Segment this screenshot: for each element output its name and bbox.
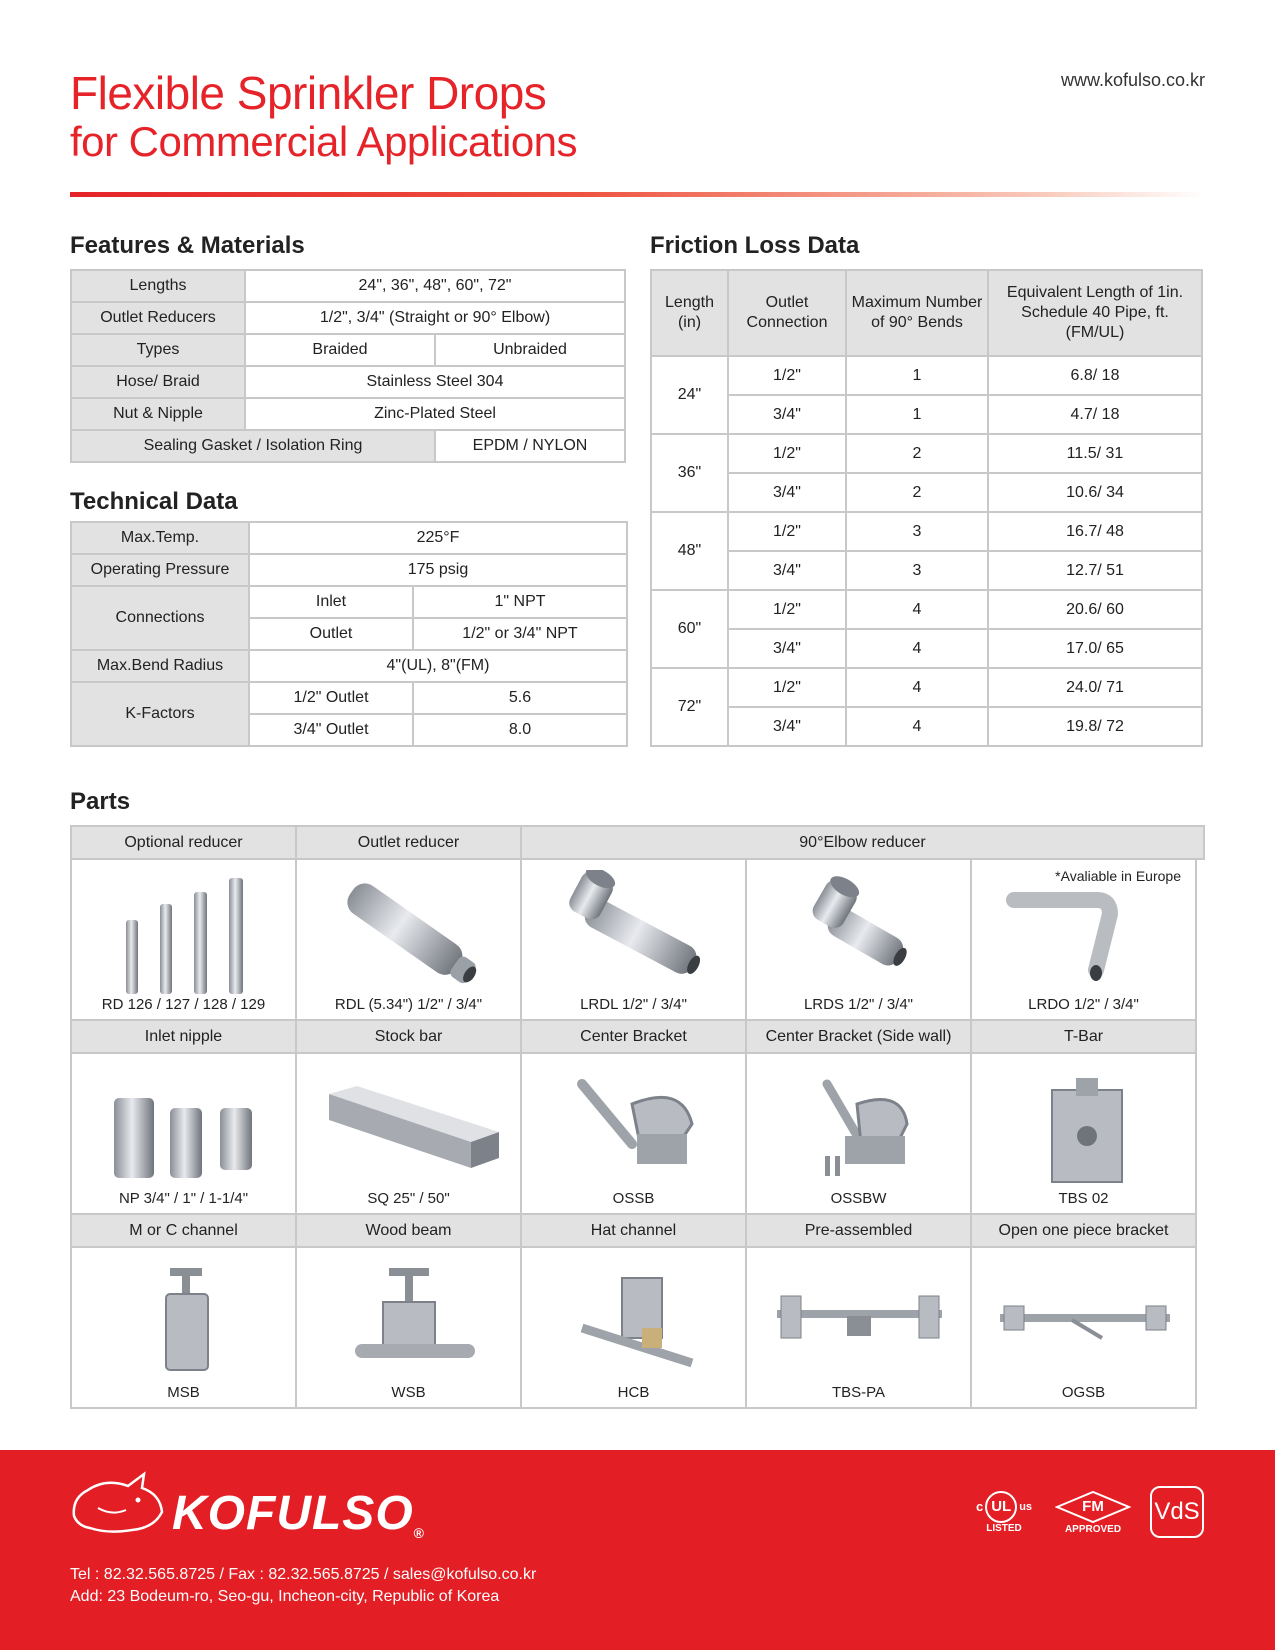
friction-table (650, 269, 1203, 747)
ul-listed-badge (970, 1486, 1038, 1538)
equiv-cell: 24.0/ 71 (988, 668, 1202, 707)
types-unbraided: Unbraided (435, 334, 625, 366)
equiv-cell: 16.7/ 48 (988, 512, 1202, 551)
part-caption: SQ 25" / 50" (367, 1190, 450, 1207)
outlet-cell: 3/4" (728, 473, 846, 512)
page-subtitle: for Commercial Applications (70, 118, 578, 165)
ul-us-mark: us (1019, 1500, 1033, 1513)
part-cell (520, 858, 747, 1021)
length-cell: 72" (651, 668, 728, 746)
friction-heading: Friction Loss Data (650, 232, 860, 259)
part-caption: LRDL 1/2" / 3/4" (580, 996, 687, 1013)
col-bends: Maximum Number of 90° Bends (846, 270, 988, 356)
part-header: Wood beam (295, 1213, 522, 1248)
parts-grid (70, 825, 1205, 1407)
col-outlet: Outlet Connection (728, 270, 846, 356)
elbow-open-image (992, 870, 1177, 995)
part-cell (970, 858, 1197, 1021)
brand-name: KOFULSO (172, 1487, 414, 1540)
parts-heading: Parts (70, 788, 131, 815)
part-cell (70, 1052, 297, 1215)
bends-cell: 4 (846, 629, 988, 668)
open-bracket-image (992, 1258, 1177, 1383)
bends-cell: 4 (846, 590, 988, 629)
outlet-cell: 1/2" (728, 434, 846, 473)
part-cell (295, 1246, 522, 1409)
bends-cell: 2 (846, 434, 988, 473)
pre-assembled-image (767, 1258, 952, 1383)
vds-badge: VdS (1150, 1486, 1204, 1538)
brand-logo (172, 1486, 425, 1541)
bends-cell: 4 (846, 707, 988, 746)
part-cell (745, 1052, 972, 1215)
part-cell (70, 858, 297, 1021)
part-header: Stock bar (295, 1019, 522, 1054)
fm-approved-badge (1053, 1486, 1133, 1538)
equiv-cell: 12.7/ 51 (988, 551, 1202, 590)
outlet-cell: 3/4" (728, 551, 846, 590)
address-line: Add: 23 Bodeum-ro, Seo-gu, Incheon-city, Republic of Korea (70, 1588, 500, 1605)
ul-listed-text: LISTED (986, 1522, 1022, 1534)
part-caption: TBS 02 (1058, 1190, 1109, 1207)
outlet-cell: 3/4" (728, 395, 846, 434)
features-table (70, 269, 626, 463)
gasket-label: Sealing Gasket / Isolation Ring (71, 430, 435, 462)
types-label: Types (71, 334, 245, 366)
part-cell (295, 1052, 522, 1215)
contact-line: Tel : 82.32.565.8725 / Fax : 82.32.565.8725 / sales@kofulso.co.kr (70, 1566, 537, 1583)
col-length: Length (in) (651, 270, 728, 356)
outlet-label: Outlet (249, 618, 413, 650)
part-caption: OSSB (612, 1190, 655, 1207)
part-caption: RDL (5.34") 1/2" / 3/4" (334, 996, 483, 1013)
channel-bracket-image (92, 1258, 277, 1383)
max-temp-label: Max.Temp. (71, 522, 249, 554)
equiv-cell: 19.8/ 72 (988, 707, 1202, 746)
side-wall-bracket-image (767, 1064, 952, 1189)
equiv-cell: 10.6/ 34 (988, 473, 1202, 512)
outlet-cell: 3/4" (728, 629, 846, 668)
outlet-cell: 1/2" (728, 356, 846, 395)
part-cell (970, 1246, 1197, 1409)
outlet-reducers-value: 1/2", 3/4" (Straight or 90° Elbow) (245, 302, 625, 334)
k-three-value: 8.0 (413, 714, 627, 746)
inlet-value: 1" NPT (413, 586, 627, 618)
gasket-value: EPDM / NYLON (435, 430, 625, 462)
equiv-cell: 20.6/ 60 (988, 590, 1202, 629)
part-caption: OGSB (1061, 1384, 1106, 1401)
outlet-reducers-label: Outlet Reducers (71, 302, 245, 334)
part-cell (970, 1052, 1197, 1215)
elbow-long-image (542, 870, 727, 995)
outlet-reducer-image (317, 870, 502, 995)
bend-radius-label: Max.Bend Radius (71, 650, 249, 682)
website-link[interactable]: www.kofulso.co.kr (1060, 70, 1205, 90)
outlet-cell: 1/2" (728, 590, 846, 629)
features-heading: Features & Materials (70, 232, 305, 259)
technical-table (70, 521, 628, 747)
outlet-cell: 3/4" (728, 707, 846, 746)
equiv-cell: 11.5/ 31 (988, 434, 1202, 473)
lengths-label: Lengths (71, 270, 245, 302)
rhino-logo-icon (68, 1468, 168, 1538)
page-title: Flexible Sprinkler Drops (70, 67, 547, 119)
outlet-cell: 1/2" (728, 512, 846, 551)
outlet-cell: 1/2" (728, 668, 846, 707)
part-cell (520, 1052, 747, 1215)
lengths-value: 24", 36", 48", 60", 72" (245, 270, 625, 302)
part-caption: OSSBW (830, 1190, 887, 1207)
k-half-label: 1/2" Outlet (249, 682, 413, 714)
part-caption: RD 126 / 127 / 128 / 129 (101, 996, 266, 1013)
part-header: 90°Elbow reducer (520, 825, 1205, 860)
part-cell (745, 858, 972, 1021)
length-cell: 60" (651, 590, 728, 668)
part-header: Pre-assembled (745, 1213, 972, 1248)
part-cell (70, 1246, 297, 1409)
part-caption: TBS-PA (831, 1384, 886, 1401)
inlet-nipple-image (92, 1064, 277, 1189)
part-header: Optional reducer (70, 825, 297, 860)
bends-cell: 4 (846, 668, 988, 707)
header-divider (70, 192, 1205, 197)
part-header: Hat channel (520, 1213, 747, 1248)
bends-cell: 3 (846, 551, 988, 590)
part-cell (295, 858, 522, 1021)
bends-cell: 1 (846, 395, 988, 434)
part-caption: LRDS 1/2" / 3/4" (803, 996, 914, 1013)
availability-note: *Avaliable in Europe (1055, 868, 1181, 884)
length-cell: 36" (651, 434, 728, 512)
equiv-cell: 17.0/ 65 (988, 629, 1202, 668)
inlet-label: Inlet (249, 586, 413, 618)
kfactor-label: K-Factors (71, 682, 249, 746)
fm-logo: FM (1082, 1497, 1104, 1515)
equiv-cell: 6.8/ 18 (988, 356, 1202, 395)
part-header: T-Bar (970, 1019, 1197, 1054)
ul-c-mark: c (975, 1499, 984, 1514)
technical-heading: Technical Data (70, 488, 238, 515)
part-header: M or C channel (70, 1213, 297, 1248)
nut-label: Nut & Nipple (71, 398, 245, 430)
bends-cell: 2 (846, 473, 988, 512)
part-cell (745, 1246, 972, 1409)
t-bar-image (992, 1064, 1177, 1189)
k-half-value: 5.6 (413, 682, 627, 714)
contact-info (70, 1564, 536, 1608)
connections-label: Connections (71, 586, 249, 650)
stock-bar-image (317, 1064, 502, 1189)
types-braided: Braided (245, 334, 435, 366)
hat-channel-bracket-image (542, 1258, 727, 1383)
part-header: Center Bracket (Side wall) (745, 1019, 972, 1054)
bends-cell: 3 (846, 512, 988, 551)
outlet-value: 1/2" or 3/4" NPT (413, 618, 627, 650)
nut-value: Zinc-Plated Steel (245, 398, 625, 430)
hose-value: Stainless Steel 304 (245, 366, 625, 398)
pressure-label: Operating Pressure (71, 554, 249, 586)
bend-radius-value: 4"(UL), 8"(FM) (249, 650, 627, 682)
elbow-short-image (767, 870, 952, 995)
bends-cell: 1 (846, 356, 988, 395)
part-caption: HCB (617, 1384, 650, 1401)
part-header: Outlet reducer (295, 825, 522, 860)
part-caption: LRDO 1/2" / 3/4" (1028, 996, 1139, 1013)
equiv-cell: 4.7/ 18 (988, 395, 1202, 434)
length-cell: 48" (651, 512, 728, 590)
part-header: Center Bracket (520, 1019, 747, 1054)
col-equiv: Equivalent Length of 1in. Schedule 40 Pipe, ft. (FM/UL) (988, 270, 1202, 356)
fm-approved-text: APPROVED (1064, 1523, 1122, 1535)
part-caption: NP 3/4" / 1" / 1-1/4" (118, 1190, 249, 1207)
max-temp-value: 225°F (249, 522, 627, 554)
registered-mark: ® (413, 1525, 425, 1541)
part-header: Open one piece bracket (970, 1213, 1197, 1248)
reducer-set-image (92, 870, 277, 995)
part-header: Inlet nipple (70, 1019, 297, 1054)
ul-logo: UL (985, 1491, 1017, 1523)
center-bracket-image (542, 1064, 727, 1189)
k-three-label: 3/4" Outlet (249, 714, 413, 746)
hose-label: Hose/ Braid (71, 366, 245, 398)
wood-beam-bracket-image (317, 1258, 502, 1383)
part-caption: WSB (391, 1384, 426, 1401)
footer (0, 1450, 1275, 1650)
pressure-value: 175 psig (249, 554, 627, 586)
part-caption: MSB (167, 1384, 200, 1401)
length-cell: 24" (651, 356, 728, 434)
part-cell (520, 1246, 747, 1409)
